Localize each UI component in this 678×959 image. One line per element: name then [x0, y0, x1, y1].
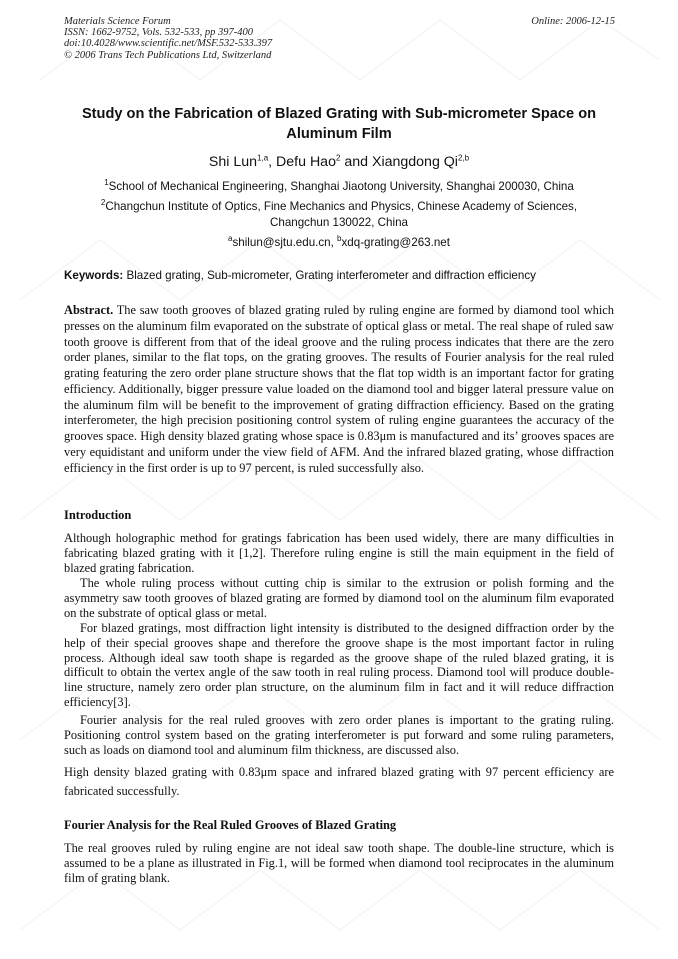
section-heading-fourier: Fourier Analysis for the Real Ruled Grooves of Blazed Grating — [64, 818, 397, 832]
keywords-label: Keywords: — [64, 269, 124, 282]
journal-copyright: © 2006 Trans Tech Publications Ltd, Switzerland — [64, 49, 272, 61]
author-name: Shi Lun — [208, 154, 258, 170]
affiliation-2 — [64, 199, 614, 230]
email-marker: a — [228, 234, 233, 244]
affiliation-text: School of Mechanical Engineering, Shanghai Jiaotong University, Shanghai 200030, China — [108, 180, 574, 193]
journal-name: Materials Science Forum — [64, 16, 171, 27]
intro-paragraph-2: The whole ruling process without cutting chip is similar to the extrusion or polish forming and the asymmetry saw tooth grooves of blazed grating are formed by diamond tool on the aluminum film evaporated on the substrate of optical glass or metal. — [64, 576, 614, 620]
intro-paragraph-4: Fourier analysis for the real ruled grooves with zero order planes is important to the grating ruling. Positioning control system based on the grating interferometer is put forward and some ruling parameters, such as loads on diamond tool and aluminum film thickness, are discussed also. — [64, 713, 614, 757]
online-date: Online: 2006-12-15 — [531, 16, 615, 27]
author-superscript: 2,b — [457, 153, 470, 163]
author-emails — [64, 235, 614, 251]
journal-issn: ISSN: 1662-9752, Vols. 532-533, pp 397-400 — [64, 27, 253, 39]
intro-paragraph-3: For blazed gratings, most diffraction light intensity is distributed to the designed diffraction order by the help of their special grooves shape and therefore the groove shape is the most important factor in ruling process. Although ideal saw tooth shape is regarded as the groove shape of the ruled blazed grating, it is difficult to obtain the vertex angle of the saw tooth in real ruling process. Diamond tool will produce double-line structure, namely zero order plan structure, on the aluminum film in fact and it will reduce diffraction efficiency[3]. — [64, 621, 614, 709]
abstract-label: Abstract. — [64, 303, 114, 317]
section-heading-introduction: Introduction — [64, 508, 132, 522]
author-name: Defu Hao — [276, 154, 336, 170]
abstract — [64, 303, 614, 476]
intro-paragraph-5: High density blazed grating with 0.83μm space and infrared blazed grating with 97 percent efficiency are fabricated successfully. — [64, 765, 614, 798]
author-superscript: 1,a — [257, 153, 269, 163]
email-a: shilun@sjtu.edu.cn, — [232, 236, 338, 249]
abstract-text: The saw tooth grooves of blazed grating ruled by ruling engine are formed by diamond tool which presses on the aluminum film evaporated on the substrate of optical glass or metal. The real shape of ruled saw tooth groove is different from that of the ideal groove and the ruling process indicates that there are the zero order planes, similar to the flat tops, on the grating grooves. The results of Fourier analysis for the real ruled grating featuring the zero order plane structure shows that the flat top width is an important factor for grating efficiency. Additionally, bigger pressure value loaded on the diamond tool and bigger lateral pressure value on the aluminum film will be benefit to the improvement of grating diffraction efficiency. Based on the grating interferometer, the high precision positioning control system of ruling engine guarantees the accuracy of the grooves space. High density blazed grating whose space is 0.83μm is manufactured and its’ grooves spaces are very equidistant and uniform under the view field of AFM. And the infrared blazed grating, whose diffraction efficiency in the first order is up to 97 percent, is ruled successfully also. — [64, 303, 614, 475]
affiliation-text: Changchun Institute of Optics, Fine Mechanics and Physics, Chinese Academy of Sciences, Changchun 130022, China — [105, 200, 578, 229]
affiliation-number: 2 — [100, 198, 106, 208]
journal-doi: doi:10.4028/www.scientific.net/MSF.532-533.397 — [64, 38, 273, 50]
keywords-text: Blazed grating, Sub-micrometer, Grating interferometer and diffraction efficiency — [123, 269, 536, 282]
author-name: Xiangdong Qi — [371, 154, 458, 170]
affiliation-1 — [64, 179, 614, 195]
email-b: xdq-grating@263.net — [341, 236, 450, 249]
affiliation-number: 1 — [104, 178, 109, 188]
journal-header — [64, 16, 424, 61]
fourier-paragraph-1: The real grooves ruled by ruling engine are not ideal saw tooth shape. The double-line structure, which is assumed to be a plane as illustrated in Fig.1, will be formed when diamond tool reciprocates in the aluminum film of grating blank. — [64, 841, 614, 885]
email-marker: b — [337, 234, 342, 244]
author-separator: , — [268, 154, 277, 170]
author-superscript: 2 — [335, 153, 341, 163]
paper-title: Study on the Fabrication of Blazed Grating with Sub-micrometer Space on Aluminum Film — [81, 106, 597, 142]
intro-paragraph-1: Although holographic method for gratings fabrication has been used widely, there are many difficulties in fabricating blazed grating with it [1,2]. Therefore ruling engine is still the main equipment in the field of blazed grating fabrication. — [64, 531, 614, 575]
author-list — [64, 152, 614, 172]
keywords — [64, 268, 614, 283]
author-separator: and — [340, 154, 372, 170]
